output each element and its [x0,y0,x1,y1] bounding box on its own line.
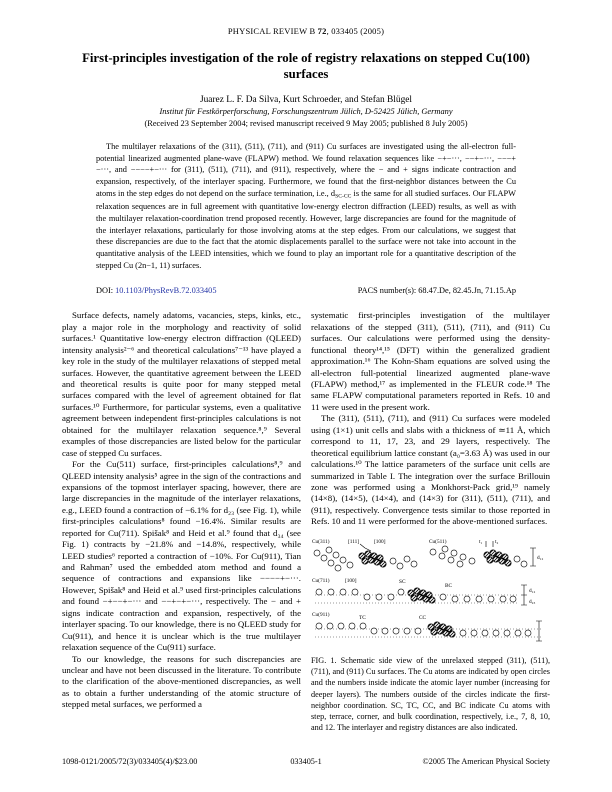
journal-issue: , 033405 (2005) [326,26,385,36]
abstract-subscript: SC-CC [335,193,352,200]
doi-line [96,286,216,295]
panel-label-cu511: Cu(511) [429,538,447,545]
footer-copyright: ©2005 The American Physical Society [422,757,551,766]
distance-label-d12b: d₁₂ [529,587,536,594]
right-column [311,310,550,736]
journal-name: PHYSICAL REVIEW B [227,26,318,36]
panel-cu711 [312,577,535,605]
registry-ticks [486,541,493,547]
body-paragraph: systematic first-principles investigation of the multilayer relaxations of the stepped (311), (511), (711), and (911) Cu surfaces. Our calculations were performed using the density-functional theory¹⁴,¹⁵ (DFT) within the generalized gradient approximation.¹⁶ The Kohn-Sham equations are solved using the all-electron full-potential linearized augmented plane-wave (FLAPW) method,¹⁷ as implemented in the FLEUR code.¹⁸ The same FLAPW computational parameters reported in Refs. 10 and 11 were used in the present work. [311,310,550,412]
abstract-text-1: The multilayer relaxations of the (311), (511), (711), and (911) Cu surfaces are investigated using the all-electron full-potential linearized augmented plane-wave (FLAPW) method. We found relaxation sequences like −+−···, −−+−···, −−−+−···, and −−−−+−··· for (311), (511), (711), and (911), respectively, where the − and + signs indicate contraction and expansion, respectively, of the interlayer spacing. Furthermore, we found that the first-neighbor distances between the Cu atoms in the step edges do not depend on the surface termination, i.e., d [96,141,516,198]
pacs-line: PACS number(s): 68.47.De, 82.45.Jn, 71.15.Ap [357,286,516,296]
coordination-label-tc: TC [359,614,366,621]
received-line: (Received 23 September 2004; revised manuscript received 9 May 2005; published 8 July 2005) [144,118,468,128]
abstract-text-2: is the same for all studied surfaces. Our FLAPW relaxation sequences are in full agreement with quantitative low-energy electron diffraction (LEED) results, as well as with the multilayer relaxation-coordination trend proposed recently. However, large discrepancies are found for the magnitude of the interlayer relaxations, particularly for those involving atoms at the step edges. From our calculations, we suggest that these discrepancies are due to the fact that the atomic displacements parallel to the surface were not take into account in the quantitative analysis of the LEED intensities, which we found to play an important role for a quantitative description of the stepped Cu (2n−1, 11) surfaces. [96,188,516,270]
body-paragraph: Surface defects, namely adatoms, vacancies, steps, kinks, etc., play a major role in the morphology and reactivity of solid surfaces.¹ Quantitative low-energy electron diffraction (QLEED) intensity analysis²⁻⁶ and theoretical calculations⁷⁻¹³ have played a key role in the study of the multilayer relaxations of stepped metal surfaces. However, the quantitative agreement between the LEED and theoretical results is quite poor for many stepped metal surfaces compared with the level of agreement obtained for flat surfaces.¹⁰ Furthermore, for particular systems, even a qualitative agreement between independent first-principles calculations is not obtained for the multilayer relaxation sequence.⁸,⁹ Several examples of those discrepancies are listed below for the particular case of stepped Cu surfaces. [62,310,301,458]
left-column [62,310,301,736]
body-paragraph: The (311), (511), (711), and (911) Cu surfaces were modeled using (1×1) unit cells and slabs with a thickness of ≃11 Å, which correspond to 11, 17, 23, and 29 layers, respectively. The theoretical equilibrium lattice constant (a₀=3.63 Å) was used in our calculations.¹⁰ The lattice parameters of the surface unit cells are summarized in Table I. The integration over the surface Brillouin zone was performed using a Monkhorst-Pack grid,¹⁹ namely (14×8), (14×5), (14×4), and (14×3) for (311), (511), (711), and (911), respectively. Convergence tests similar to those reported in Refs. 10 and 11 were performed for the above-mentioned surfaces. [311,413,550,527]
direction-label-111: [111] [348,538,360,545]
distance-label-d12: d₁₂ [537,554,544,561]
abstract [96,141,516,271]
coordination-label-sc: SC [399,578,406,585]
abstract-paragraph [96,141,516,271]
panel-cu311 [312,538,417,571]
figure-1-caption: FIG. 1. Schematic side view of the unrelaxed stepped (311), (511), (711), and (911) Cu surfaces. The Cu atoms are indicated by open circles and the numbers inside indicate the atomic layer number (increasing for deeper layers). The numbers outside of the circles indicate the first-neighbor coordination. SC, TC, CC, and BC indicate Cu atoms with step, terrace, corner, and bulk coordination, respectively, i.e., 7, 8, 10, and 12. The interlayer and registry distances are also indicated. [311,656,550,733]
figure-1 [311,535,550,734]
two-column-body [62,310,550,736]
panel-label-cu711: Cu(711) [312,577,330,584]
panel-cu911 [312,611,543,641]
body-paragraph: To our knowledge, the reasons for such discrepancies are unclear and have not been discussed in the literature. To contribute to the clarification of the above-mentioned discrepancies, as well as to obtain a further understanding of the atomic structure of stepped metal surfaces, we performed a [62,653,301,710]
journal-header [62,26,550,36]
panel-cu511 [429,538,543,567]
footer-page-number: 033405-1 [290,757,322,766]
distance-label-d23: d₂₃ [529,598,536,605]
coordination-label-cc: CC [419,614,427,621]
doi-pacs-row [96,286,516,295]
coordination-label-bc: BC [445,582,453,589]
page-footer [62,757,550,766]
registry-label-t2: t₂ [495,538,499,545]
doi-label: DOI: [96,286,116,296]
direction-label-100b: [100] [345,577,357,584]
journal-volume: 72 [317,26,327,36]
footer-issn: 1098-0121/2005/72(3)/033405(4)/$23.00 [62,757,198,766]
panel-label-cu311: Cu(311) [312,538,330,545]
registry-label-t1: t₁ [479,538,483,545]
doi-link[interactable]: 10.1103/PhysRevB.72.033405 [115,286,217,296]
body-paragraph: For the Cu(511) surface, first-principles calculations⁸,⁹ and QLEED intensity analysis⁵ agree in the sign of the contractions and expansions of the topmost interlayer spacing, however, there are large discrepancies in the magnitude of the interlayer relaxations, e.g., LEED found a contraction of −6.1% for d₂₃ (see Fig. 1), while first-principles calculations⁸ found −16.4%. Similar results are reported for Cu(711). Spišak⁸ and Heid et al.⁹ found that d₃₄ (see Fig. 1) contracts by −21.8% and −14.8%, respectively, while LEED studies⁶ reported a contraction of −10%. For Cu(911), Tian and Rahman⁷ used the embedded atom method and found a sequence of contractions and expansions like −−−−+−···. However, Spišak⁸ and Heid et al.⁹ used first-principles calculations and found −+−−+−··· and −−+−+−···, respectively. The − and + signs indicate contraction and expansion, respectively, of the interlayer spacing. To our knowledge, there is no QLEED study for Cu(911), and hence it is unclear which is the true multilayer relaxation sequence of the Cu(911) surface. [62,459,301,653]
panel-label-cu911: Cu(911) [312,611,330,618]
axis-arrows [360,544,371,551]
direction-label-100: [100] [374,538,386,545]
figure-1-schematic [311,535,550,647]
page-title: First-principles investigation of the role of registry relaxations on stepped Cu(100) surfaces [82,51,530,81]
affiliation-line: Institut für Festkörperforschung, Forschungszentrum Jülich, D-52425 Jülich, Germany [159,106,453,116]
authors-line: Juarez L. F. Da Silva, Kurt Schroeder, and Stefan Blügel [199,94,413,105]
